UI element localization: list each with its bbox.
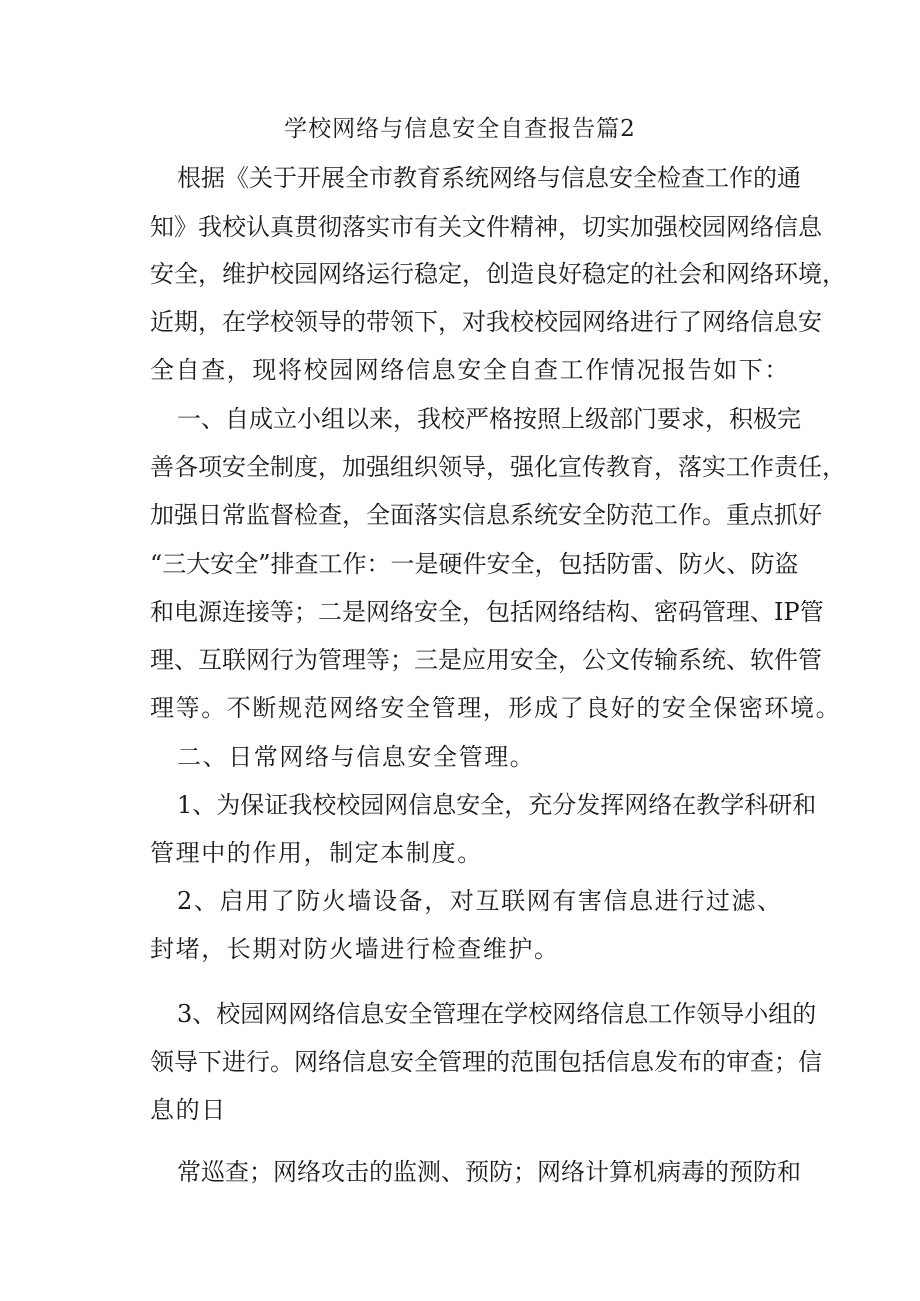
text-line: 加强日常监督检查，全面落实信息系统安全防范工作。重点抓好	[150, 501, 822, 529]
text-line: 理等。不断规范网络安全管理，形成了良好的安全保密环境。	[150, 694, 842, 722]
text-line: 1、为保证我校校园网信息安全，充分发挥网络在教学科研和	[177, 791, 817, 819]
text-line: 理、互联网行为管理等；三是应用安全，公文传输系统、软件管	[150, 646, 822, 674]
section-heading: 二、日常网络与信息安全管理。	[177, 743, 536, 771]
text-line: 领导下进行。网络信息安全管理的范围包括信息发布的审查；信	[150, 1048, 822, 1076]
text-line: 封堵，长期对防火墙进行检查维护。	[150, 935, 560, 963]
text-line: 全自查，现将校园网络信息安全自查工作情况报告如下：	[150, 356, 790, 384]
text-line: 一、自成立小组以来，我校严格按照上级部门要求，积极完	[177, 405, 801, 433]
text-line: 息的日	[150, 1096, 227, 1124]
text-line: 2、启用了防火墙设备，对互联网有害信息进行过滤、	[177, 887, 783, 915]
text-line: 安全，维护校园网络运行稳定，创造良好稳定的社会和网络环境，	[150, 260, 846, 288]
document-title: 学校网络与信息安全自查报告篇2	[284, 116, 636, 142]
text-line: 3、校园网网络信息安全管理在学校网络信息工作领导小组的	[177, 1000, 817, 1028]
text-line: 根据《关于开展全市教育系统网络与信息安全检查工作的通	[177, 164, 801, 192]
text-line: 常巡查；网络攻击的监测、预防；网络计算机病毒的预防和	[177, 1158, 801, 1186]
text-line: 善各项安全制度，加强组织领导，强化宣传教育，落实工作责任，	[150, 453, 846, 481]
text-line: 和电源连接等；二是网络安全，包括网络结构、密码管理、IP管	[150, 598, 824, 626]
text-line: 近期，在学校领导的带领下，对我校校园网络进行了网络信息安	[150, 308, 822, 336]
text-line: 管理中的作用，制定本制度。	[150, 839, 483, 867]
text-line: “三大安全”排查工作：一是硬件安全，包括防雷、防火、防盗	[150, 550, 799, 578]
text-line: 知》我校认真贯彻落实市有关文件精神，切实加强校园网络信息	[150, 213, 822, 241]
